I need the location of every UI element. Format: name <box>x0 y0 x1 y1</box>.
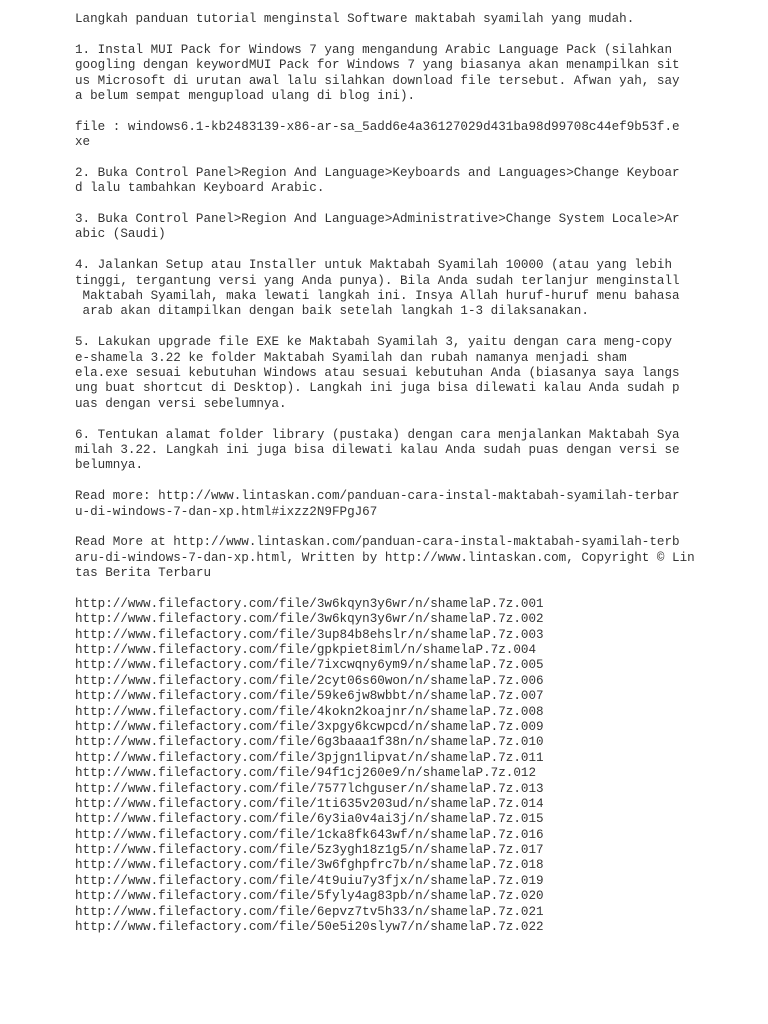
paragraph-line: 3. Buka Control Panel>Region And Language>Administrative>Change System Locale>Ar <box>75 212 680 227</box>
download-link: http://www.filefactory.com/file/3w6kqyn3y6wr/n/shamelaP.7z.002 <box>75 612 544 627</box>
download-link: http://www.filefactory.com/file/6epvz7tv5h33/n/shamelaP.7z.021 <box>75 904 544 919</box>
download-link: http://www.filefactory.com/file/3pjgn1lipvat/n/shamelaP.7z.011 <box>75 750 544 765</box>
paragraph-line: 1. Instal MUI Pack for Windows 7 yang mengandung Arabic Language Pack (silahkan <box>75 42 673 57</box>
intro-line: Langkah panduan tutorial menginstal Software maktabah syamilah yang mudah. <box>75 12 635 26</box>
paragraph-line: 4. Jalankan Setup atau Installer untuk Maktabah Syamilah 10000 (atau yang lebih <box>75 258 673 273</box>
paragraph-line: tas Berita Terbaru <box>75 566 212 581</box>
download-link: http://www.filefactory.com/file/1ti635v203ud/n/shamelaP.7z.014 <box>75 796 544 811</box>
document-page <box>75 12 755 935</box>
paragraph-line: Read more: http://www.lintaskan.com/panduan-cara-instal-maktabah-syamilah-terbar <box>75 489 680 504</box>
download-link: http://www.filefactory.com/file/1cka8fk643wf/n/shamelaP.7z.016 <box>75 827 544 842</box>
download-link: http://www.filefactory.com/file/6g3baaa1f38n/n/shamelaP.7z.010 <box>75 735 544 750</box>
download-link: http://www.filefactory.com/file/5fyly4ag83pb/n/shamelaP.7z.020 <box>75 889 544 904</box>
download-link: http://www.filefactory.com/file/59ke6jw8wbbt/n/shamelaP.7z.007 <box>75 689 544 704</box>
download-link: http://www.filefactory.com/file/5z3ygh18z1g5/n/shamelaP.7z.017 <box>75 843 544 858</box>
paragraph-line: ela.exe sesuai kebutuhan Windows atau sesuai kebutuhan Anda (biasanya saya langs <box>75 365 680 380</box>
instruction-steps <box>75 43 755 582</box>
paragraph-line: belumnya. <box>75 458 144 473</box>
download-link-list <box>75 597 755 936</box>
paragraph-line: a belum sempat mengupload ulang di blog ini). <box>75 88 416 103</box>
download-link: http://www.filefactory.com/file/3xpgy6kcwpcd/n/shamelaP.7z.009 <box>75 719 544 734</box>
paragraph-line: 5. Lakukan upgrade file EXE ke Maktabah Syamilah 3, yaitu dengan cara meng-copy <box>75 335 673 350</box>
paragraph-line: abic (Saudi) <box>75 227 166 242</box>
download-link: http://www.filefactory.com/file/6y3ia0v4ai3j/n/shamelaP.7z.015 <box>75 812 544 827</box>
download-link: http://www.filefactory.com/file/50e5i20slyw7/n/shamelaP.7z.022 <box>75 920 544 935</box>
paragraph-line: e-shamela 3.22 ke folder Maktabah Syamilah dan rubah namanya menjadi sham <box>75 350 627 365</box>
paragraph-line: us Microsoft di urutan awal lalu silahkan download file tersebut. Afwan yah, say <box>75 73 680 88</box>
download-link: http://www.filefactory.com/file/7577lchguser/n/shamelaP.7z.013 <box>75 781 544 796</box>
paragraph-line: d lalu tambahkan Keyboard Arabic. <box>75 181 325 196</box>
step-paragraph <box>75 120 755 151</box>
download-link: http://www.filefactory.com/file/4t9uiu7y3fjx/n/shamelaP.7z.019 <box>75 873 544 888</box>
paragraph-line: ung buat shortcut di Desktop). Langkah ini juga bisa dilewati kalau Anda sudah p <box>75 381 680 396</box>
paragraph-line: file : windows6.1-kb2483139-x86-ar-sa_5add6e4a36127029d431ba98d99708c44ef9b53f.e <box>75 119 680 134</box>
paragraph-line: uas dengan versi sebelumnya. <box>75 396 287 411</box>
intro-paragraph <box>75 12 755 27</box>
step-paragraph <box>75 489 755 520</box>
step-paragraph <box>75 43 755 105</box>
step-paragraph <box>75 212 755 243</box>
paragraph-line: arab akan ditampilkan dengan baik setelah langkah 1-3 dilaksanakan. <box>75 304 589 319</box>
download-link: http://www.filefactory.com/file/4kokn2koajnr/n/shamelaP.7z.008 <box>75 704 544 719</box>
paragraph-line: 2. Buka Control Panel>Region And Language>Keyboards and Languages>Change Keyboar <box>75 165 680 180</box>
download-link: http://www.filefactory.com/file/94f1cj260e9/n/shamelaP.7z.012 <box>75 766 537 781</box>
download-link: http://www.filefactory.com/file/2cyt06s60won/n/shamelaP.7z.006 <box>75 673 544 688</box>
step-paragraph <box>75 258 755 320</box>
paragraph-line: aru-di-windows-7-dan-xp.html, Written by http://www.lintaskan.com, Copyright © Lin <box>75 550 695 565</box>
step-paragraph <box>75 335 755 412</box>
paragraph-line: xe <box>75 135 91 150</box>
download-link: http://www.filefactory.com/file/3w6fghpfrc7b/n/shamelaP.7z.018 <box>75 858 544 873</box>
step-paragraph <box>75 428 755 474</box>
paragraph-line: tinggi, tergantung versi yang Anda punya). Bila Anda sudah terlanjur menginstall <box>75 273 680 288</box>
step-paragraph <box>75 166 755 197</box>
paragraph-line: milah 3.22. Langkah ini juga bisa dilewati kalau Anda sudah puas dengan versi se <box>75 442 680 457</box>
download-link: http://www.filefactory.com/file/3up84b8ehslr/n/shamelaP.7z.003 <box>75 627 544 642</box>
paragraph-line: u-di-windows-7-dan-xp.html#ixzz2N9FPgJ67 <box>75 504 378 519</box>
paragraph-line: 6. Tentukan alamat folder library (pustaka) dengan cara menjalankan Maktabah Sya <box>75 427 680 442</box>
download-link: http://www.filefactory.com/file/3w6kqyn3y6wr/n/shamelaP.7z.001 <box>75 596 544 611</box>
paragraph-line: Read More at http://www.lintaskan.com/panduan-cara-instal-maktabah-syamilah-terb <box>75 535 680 550</box>
download-link: http://www.filefactory.com/file/gpkpiet8iml/n/shamelaP.7z.004 <box>75 643 537 658</box>
download-link: http://www.filefactory.com/file/7ixcwqny6ym9/n/shamelaP.7z.005 <box>75 658 544 673</box>
paragraph-line: Maktabah Syamilah, maka lewati langkah ini. Insya Allah huruf-huruf menu bahasa <box>75 289 680 304</box>
step-paragraph <box>75 535 755 581</box>
paragraph-line: googling dengan keywordMUI Pack for Windows 7 yang biasanya akan menampilkan sit <box>75 58 680 73</box>
